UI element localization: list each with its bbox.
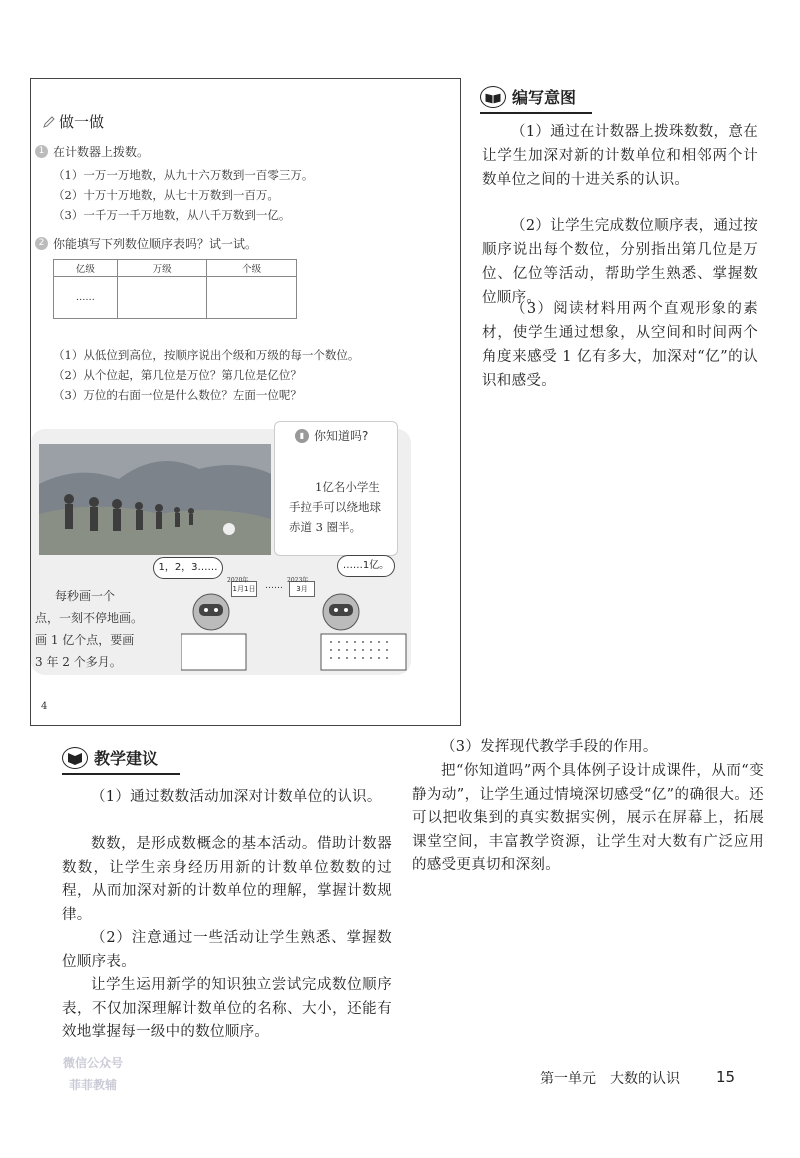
calendar-left-year: 2020年	[227, 577, 249, 584]
pencil-icon	[43, 116, 55, 128]
teaching-header-underline	[62, 773, 180, 775]
table-cell: ……	[54, 277, 118, 319]
teaching-paragraph: 把“你知道吗”两个具体例子设计成课件，从而“变静为动”，让学生通过情境深切感受“亿”的确很大。还可以把收集到的真实数据实例，展示在屏幕上，拓展课堂空间，丰富教学资源，让学生对大数有广泛应用的感受更真切和深刻。	[412, 763, 764, 873]
textbook-page-number: 4	[41, 701, 48, 712]
question-2-item: （2）从个位起，第几位是万位？第几位是亿位？	[53, 368, 302, 382]
question-1-title: 在计数器上拨数。	[53, 145, 150, 159]
calendar-left: 1月1日	[231, 581, 257, 597]
robots-illustration	[181, 584, 421, 672]
intent-section-header: 编写意图	[480, 85, 576, 108]
robot-text-line: 点，一刻不停地画。	[35, 611, 144, 625]
teaching-paragraph: 数数，是形成数概念的基本活动。借助计数器数数，让学生亲身经历用新的计数单位数数的过程，从而加深对新的计数单位的理解，掌握计数规律。	[62, 836, 392, 923]
teaching-paragraph: （3）发挥现代教学手段的作用。	[441, 739, 658, 755]
calendar-gap: ……	[265, 581, 283, 591]
question-2-item: （3）万位的右面一位是什么数位？左面一位呢？	[53, 388, 302, 402]
intent-paragraph: （2）让学生完成数位顺序表，通过按顺序说出每个数位，分别指出第几位是万位、亿位等活动，帮助学生熟悉、掌握数位顺序。	[482, 218, 758, 306]
footer-unit-label: 第一单元 大数的认识	[540, 1071, 680, 1087]
know-text-line: 手拉手可以绕地球	[289, 500, 381, 514]
children-holding-hands-illustration	[39, 444, 271, 555]
place-value-table	[53, 259, 297, 319]
practice-section-title: 做一做	[43, 111, 104, 132]
teaching-paragraph: 让学生运用新学的知识独立尝试完成数位顺序表，不仅加深理解计数单位的名称、大小，还能有效地掌握每一级中的数位顺序。	[62, 977, 392, 1040]
question-1-item: （1）一万一万地数，从九十六万数到一百零三万。	[53, 168, 314, 182]
calendar-right-year: 2023年	[287, 577, 309, 584]
speech-bubble-right: ……1亿。	[337, 555, 395, 577]
table-cell	[117, 277, 207, 319]
calendar-right: 3月	[289, 581, 315, 597]
know-text-line: 赤道 3 圈半。	[289, 520, 362, 534]
robot-text-line: 每秒画一个	[55, 589, 116, 603]
chart-icon: ▮	[295, 429, 309, 443]
question-2-item: （1）从低位到高位，按顺序说出个级和万级的每一个数位。	[53, 348, 360, 362]
question-1-item: （3）一千万一千万地数，从八千万数到一亿。	[53, 208, 291, 222]
textbook-page-scan	[30, 78, 461, 726]
did-you-know-title: ▮ 你知道吗?	[295, 427, 368, 444]
speech-bubble-left: 1，2，3……	[153, 557, 223, 579]
question-1-item: （2）十万十万地数，从七十万数到一百万。	[53, 188, 279, 202]
question-1-badge: 1	[35, 145, 48, 158]
question-2-badge: 2	[35, 237, 48, 250]
intent-header-underline	[480, 112, 592, 114]
book-icon	[480, 86, 506, 108]
teaching-paragraph: （2）注意通过一些活动让学生熟悉、掌握数位顺序表。	[62, 930, 392, 970]
intent-paragraph: （3）阅读材料用两个直观形象的素材，使学生通过想象，从空间和时间两个角度来感受 1 亿有多大，加深对“亿”的认识和感受。	[482, 301, 758, 389]
footer-page-number: 15	[716, 1068, 736, 1086]
robot-text-line: 3 年 2 个多月。	[35, 655, 122, 669]
robot-text-line: 画 1 亿个点，要画	[35, 633, 135, 647]
table-header: 个级	[207, 260, 297, 277]
table-header: 万级	[117, 260, 207, 277]
hand-book-icon	[62, 747, 88, 769]
intent-paragraph: （1）通过在计数器上拨珠数数，意在让学生加深对新的计数单位和相邻两个计数单位之间的十进关系的认识。	[482, 124, 758, 188]
teaching-paragraph: （1）通过数数活动加深对计数单位的认识。	[91, 789, 382, 805]
know-text-line: 1亿名小学生	[315, 480, 380, 494]
question-2-title: 你能填写下列数位顺序表吗？试一试。	[53, 237, 258, 251]
teaching-section-header: 教学建议	[62, 746, 158, 769]
table-cell	[207, 277, 297, 319]
table-header: 亿级	[54, 260, 118, 277]
watermark: 微信公众号 菲菲教辅	[62, 1056, 123, 1092]
